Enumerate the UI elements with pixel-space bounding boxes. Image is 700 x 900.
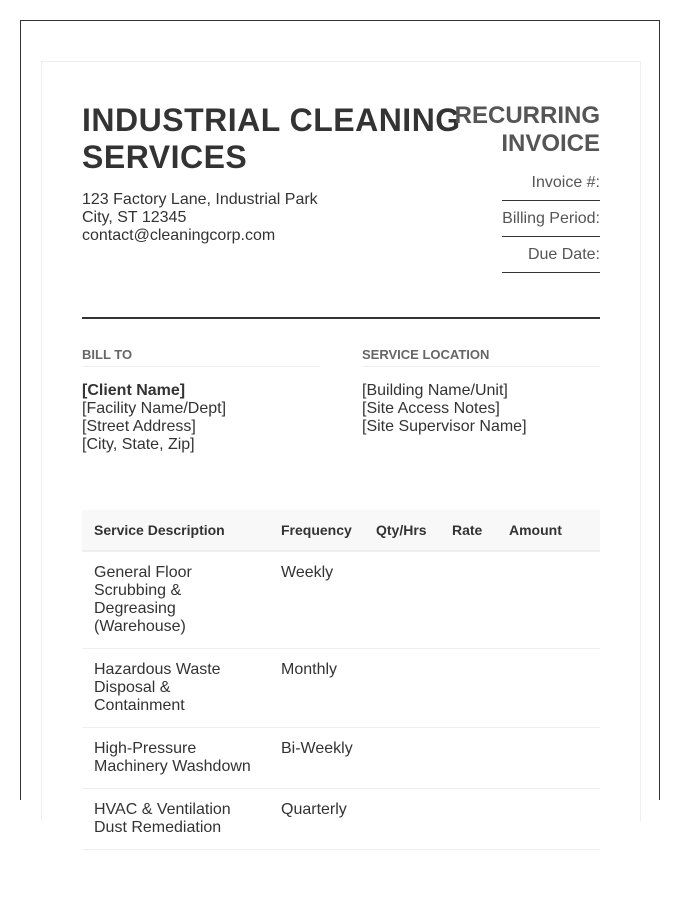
column-header-amount: Amount (497, 510, 600, 551)
due-date-label: Due Date: (527, 246, 600, 263)
service-frequency: Quarterly (269, 789, 366, 850)
company-email: contact@cleaningcorp.com (82, 227, 276, 244)
company-address-line2: City, ST 12345 (82, 209, 187, 226)
table-row (82, 728, 600, 789)
services-table-body (82, 551, 600, 850)
invoice-header (82, 102, 600, 317)
invoice-number-line (502, 200, 600, 201)
company-address-line1: 123 Factory Lane, Industrial Park (82, 191, 318, 208)
invoice-number-field (502, 174, 600, 210)
company-contact-block (82, 191, 318, 245)
service-description: General Floor Scrubbing & Degreasing (Warehouse) (82, 551, 269, 649)
client-name: [Client Name] (82, 382, 186, 399)
invoice-number-label: Invoice #: (531, 174, 600, 191)
table-row (82, 789, 600, 850)
service-qty (366, 649, 442, 728)
column-header-qty: Qty/Hrs (366, 510, 442, 551)
street-address: [Street Address] (82, 418, 196, 435)
city-state-zip: [City, State, Zip] (82, 436, 195, 453)
service-rate (442, 789, 497, 850)
site-access-notes: [Site Access Notes] (362, 400, 500, 417)
service-location-details (362, 382, 600, 436)
table-row (82, 551, 600, 649)
service-amount (497, 789, 600, 850)
service-description: Hazardous Waste Disposal & Containment (82, 649, 269, 728)
site-supervisor: [Site Supervisor Name] (362, 418, 527, 435)
service-frequency: Bi-Weekly (269, 728, 366, 789)
service-amount (497, 649, 600, 728)
service-qty (366, 728, 442, 789)
bill-to-heading: BILL TO (82, 347, 320, 367)
facility-name: [Facility Name/Dept] (82, 400, 227, 417)
service-rate (442, 649, 497, 728)
service-location-section (362, 347, 600, 436)
company-name: INDUSTRIAL CLEANING SERVICES (82, 102, 461, 175)
bill-to-details (82, 382, 320, 454)
column-header-rate: Rate (442, 510, 497, 551)
due-date-field (502, 246, 600, 282)
column-header-frequency: Frequency (269, 510, 366, 551)
building-name: [Building Name/Unit] (362, 382, 508, 399)
service-frequency: Monthly (269, 649, 366, 728)
column-header-description: Service Description (82, 510, 269, 551)
table-header-row (82, 510, 600, 551)
invoice-content (82, 102, 600, 836)
service-rate (442, 551, 497, 649)
bill-to-section (82, 347, 320, 454)
services-table-header (82, 510, 600, 551)
invoice-sheet (41, 61, 641, 836)
service-frequency: Weekly (269, 551, 366, 649)
billing-period-label: Billing Period: (502, 210, 600, 227)
service-description: High-Pressure Machinery Washdown (82, 728, 269, 789)
billing-period-field (502, 210, 600, 246)
service-rate (442, 728, 497, 789)
service-amount (497, 728, 600, 789)
document-title: RECURRING INVOICE (454, 102, 600, 157)
page-frame (20, 20, 660, 836)
parties-section (82, 347, 600, 457)
services-table (82, 510, 600, 850)
service-qty (366, 789, 442, 850)
service-location-heading: SERVICE LOCATION (362, 347, 600, 367)
service-description: HVAC & Ventilation Dust Remediation (82, 789, 269, 850)
service-amount (497, 551, 600, 649)
invoice-meta (502, 174, 600, 282)
due-date-line (502, 272, 600, 273)
header-divider (82, 317, 600, 319)
table-row (82, 649, 600, 728)
service-qty (366, 551, 442, 649)
billing-period-line (502, 236, 600, 237)
